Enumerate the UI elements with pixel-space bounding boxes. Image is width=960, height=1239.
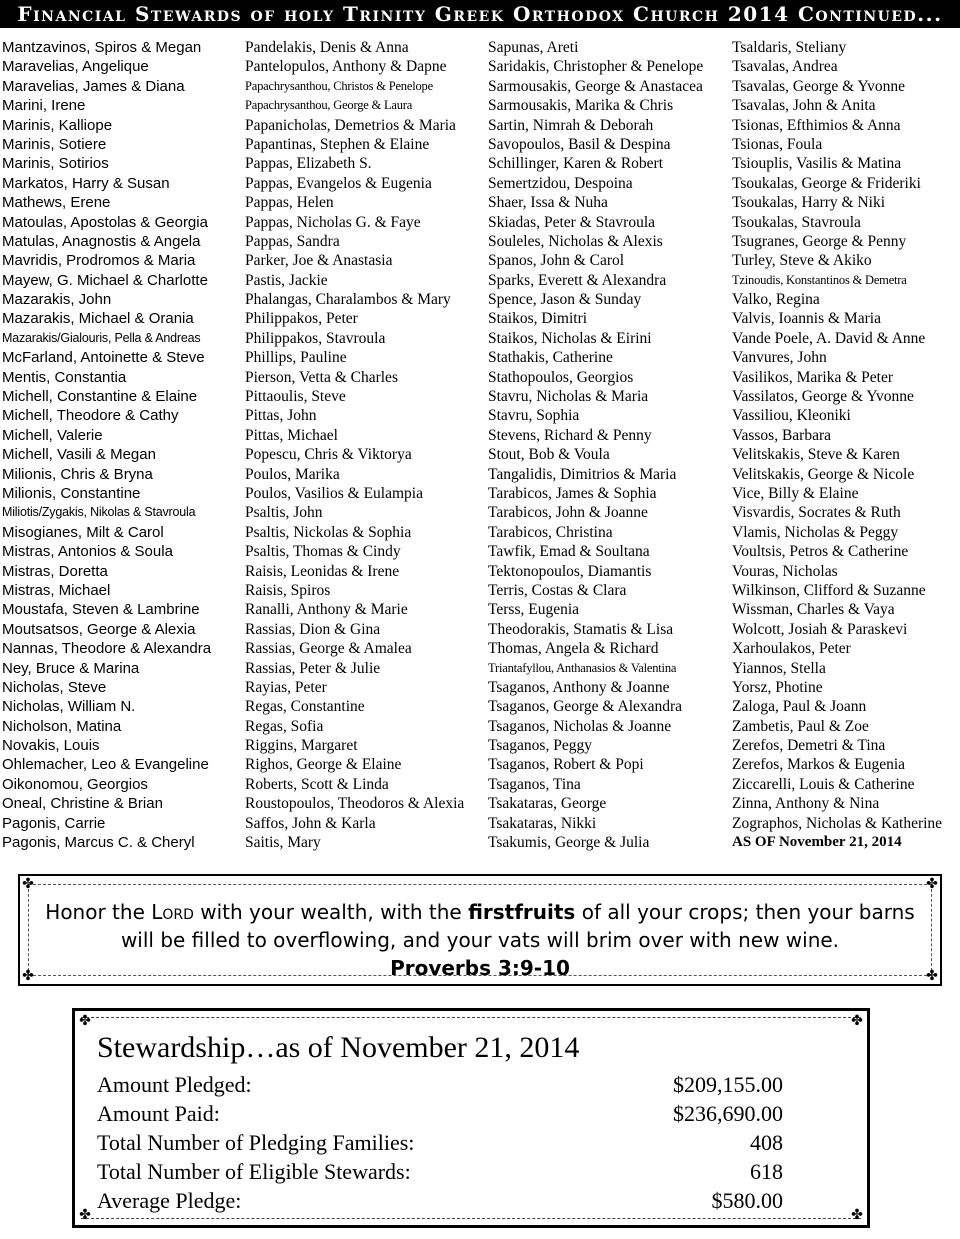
steward-name: Nicholas, William N. <box>2 698 136 716</box>
stewardship-value: 408 <box>750 1130 783 1155</box>
steward-name: Mentis, Constantia <box>2 368 127 386</box>
steward-name: Marinis, Sotiere <box>2 135 107 153</box>
verse-reference: Proverbs 3:9-10 <box>390 956 570 980</box>
stewardship-value: $209,155.00 <box>673 1072 783 1097</box>
steward-name: Philippakos, Peter <box>245 310 358 328</box>
steward-name: Mistras, Antonios & Soula <box>2 543 173 561</box>
steward-name: Pagonis, Carrie <box>2 814 106 832</box>
steward-name: Tsionas, Foula <box>732 135 823 153</box>
stewardship-row <box>97 1129 783 1157</box>
steward-name: Visvardis, Socrates & Ruth <box>732 504 901 522</box>
steward-name: Pandelakis, Denis & Anna <box>245 39 409 56</box>
steward-name: Tsakumis, George & Julia <box>488 834 650 852</box>
steward-name: Terris, Costas & Clara <box>488 581 627 599</box>
stewardship-row <box>97 1100 783 1128</box>
stewardship-value: 618 <box>750 1159 783 1184</box>
steward-name: Triantafyllou, Anthanasios & Valentina <box>488 660 677 675</box>
steward-name: Pittas, Michael <box>245 426 338 444</box>
steward-name: Pierson, Vetta & Charles <box>245 368 398 386</box>
steward-name: Stathakis, Catherine <box>488 349 613 367</box>
scripture-verse-box <box>18 874 942 986</box>
steward-name: Riggins, Margaret <box>245 737 358 755</box>
steward-name: Milionis, Chris & Bryna <box>2 465 153 483</box>
steward-name: Vasilikos, Marika & Peter <box>732 368 894 386</box>
steward-name: Regas, Sofia <box>245 717 324 735</box>
steward-name: Regas, Constantine <box>245 698 365 716</box>
steward-name: Milionis, Constantine <box>2 484 141 502</box>
steward-name: Phillips, Pauline <box>245 349 347 367</box>
steward-name: Vassos, Barbara <box>732 426 832 444</box>
steward-name: Pappas, Sandra <box>245 232 340 250</box>
steward-name: Tzinoudis, Konstantinos & Demetra <box>732 272 907 287</box>
steward-name: Marinis, Sotirios <box>2 155 109 173</box>
steward-name: Tsaganos, Anthony & Joanne <box>488 678 670 696</box>
steward-name: Sarmousakis, Marika & Chris <box>488 97 674 115</box>
steward-name: Pappas, Helen <box>245 194 334 212</box>
steward-name: Papachrysanthou, Christos & Penelope <box>245 78 433 93</box>
page-title: Financial Stewards of holy Trinity Greek Orthodox Church 2014 Continued... <box>0 0 960 28</box>
steward-name: Tsoukalas, George & Frideriki <box>732 174 921 192</box>
steward-name: Tangalidis, Dimitrios & Maria <box>488 465 677 483</box>
steward-name: Roustopoulos, Theodoros & Alexia <box>245 795 465 813</box>
steward-name: Pittaoulis, Steve <box>245 388 346 406</box>
steward-name: Valko, Regina <box>732 291 820 309</box>
steward-name: Vouras, Nicholas <box>732 562 838 580</box>
steward-name: Parker, Joe & Anastasia <box>245 252 393 270</box>
steward-name: Tsaganos, Robert & Popi <box>488 756 644 774</box>
steward-name: Valvis, Ioannis & Maria <box>732 310 881 328</box>
steward-name: Stevens, Richard & Penny <box>488 426 652 444</box>
steward-name: Papachrysanthou, George & Laura <box>245 98 413 113</box>
steward-name: Zinna, Anthony & Nina <box>732 795 880 813</box>
steward-name: Mavridis, Prodromos & Maria <box>2 252 196 270</box>
corner-ornament-icon: ✤ <box>926 876 938 892</box>
steward-name: Moutsatsos, George & Alexia <box>2 620 196 638</box>
steward-name: Ziccarelli, Louis & Catherine <box>732 775 915 793</box>
steward-name: Tawfik, Emad & Soultana <box>488 543 650 561</box>
steward-name: Savopoulos, Basil & Despina <box>488 135 671 153</box>
steward-name: Oikonomou, Georgios <box>2 775 148 793</box>
steward-name: Theodorakis, Stamatis & Lisa <box>488 620 674 638</box>
steward-name: Mathews, Erene <box>2 194 111 212</box>
steward-name: Tsiouplis, Vasilis & Matina <box>732 155 902 173</box>
corner-ornament-icon: ✤ <box>22 968 34 984</box>
steward-name: Tarabicos, Christina <box>488 523 613 541</box>
verse-part: with your wealth, with the <box>193 900 469 924</box>
steward-name: Sparks, Everett & Alexandra <box>488 271 667 289</box>
steward-name: Mazarakis, John <box>2 291 112 309</box>
steward-name: Xarhoulakos, Peter <box>732 640 851 658</box>
steward-name: Pagonis, Marcus C. & Cheryl <box>2 834 195 852</box>
stewardship-label: Amount Paid: <box>97 1101 220 1126</box>
steward-name: Markatos, Harry & Susan <box>2 174 170 192</box>
steward-name: Stavru, Sophia <box>488 407 580 425</box>
steward-name: Michell, Vasili & Megan <box>2 446 156 464</box>
steward-name: Staikos, Dimitri <box>488 310 588 328</box>
steward-name: Phalangas, Charalambos & Mary <box>245 291 451 309</box>
steward-name: Tsionas, Efthimios & Anna <box>732 116 901 134</box>
stewardship-summary-box <box>72 1008 870 1228</box>
steward-name: Tsavalas, Andrea <box>732 58 838 76</box>
verse-firstfruits: firstfruits <box>468 900 576 924</box>
steward-name: Pappas, Elizabeth S. <box>245 155 372 173</box>
steward-name: Tsavalas, John & Anita <box>732 97 876 115</box>
steward-name: Vlamis, Nicholas & Peggy <box>732 523 899 541</box>
steward-name: Marinis, Kalliope <box>2 116 113 134</box>
steward-name: Zographos, Nicholas & Katherine <box>732 814 943 832</box>
verse-part: of all your crops; then your barns will be filled to overflowing, and your vats will brim over with new wine. <box>120 900 915 952</box>
steward-name: Papantinas, Stephen & Elaine <box>245 135 430 153</box>
steward-name: Pastis, Jackie <box>245 271 328 289</box>
steward-name: Wissman, Charles & Vaya <box>732 601 895 619</box>
steward-name: Stout, Bob & Voula <box>488 446 610 464</box>
steward-name: Popescu, Chris & Viktorya <box>245 446 412 464</box>
steward-name: Papanicholas, Demetrios & Maria <box>245 116 456 134</box>
steward-name: Tsaldaris, Steliany <box>732 39 847 56</box>
steward-name: Tarabicos, John & Joanne <box>488 504 648 522</box>
steward-name: Tsaganos, George & Alexandra <box>488 698 683 716</box>
steward-name: Zerefos, Demetri & Tina <box>732 737 886 755</box>
corner-ornament-icon: ✤ <box>22 876 34 892</box>
steward-name: Rassias, Peter & Julie <box>245 659 381 677</box>
steward-name: Velitskakis, George & Nicole <box>732 465 915 483</box>
steward-name: Vassilatos, George & Yvonne <box>732 388 914 406</box>
steward-name: Tsakataras, George <box>488 795 607 813</box>
steward-name: Righos, George & Elaine <box>245 756 402 774</box>
steward-name: Mayew, G. Michael & Charlotte <box>2 271 208 289</box>
steward-name: Raisis, Leonidas & Irene <box>245 562 400 580</box>
steward-name: Sartin, Nimrah & Deborah <box>488 116 654 134</box>
steward-name: Pantelopulos, Anthony & Dapne <box>245 58 447 76</box>
steward-name: Spanos, John & Carol <box>488 252 625 270</box>
corner-ornament-icon: ✤ <box>926 968 938 984</box>
steward-name: Saffos, John & Karla <box>245 814 376 832</box>
steward-name: Yorsz, Photine <box>732 678 823 696</box>
steward-name: Nicholson, Matina <box>2 717 122 735</box>
steward-name: Rassias, George & Amalea <box>245 640 412 658</box>
steward-name: Tarabicos, James & Sophia <box>488 484 657 502</box>
names-column-2 <box>245 38 481 852</box>
corner-ornament-icon: ✤ <box>79 1013 91 1029</box>
corner-ornament-icon: ✤ <box>851 1207 863 1223</box>
verse-lord: Lord <box>151 900 194 924</box>
steward-name: Stavru, Nicholas & Maria <box>488 388 649 406</box>
steward-name: Pappas, Evangelos & Eugenia <box>245 174 432 192</box>
steward-name: Ranalli, Anthony & Marie <box>245 601 408 619</box>
steward-name: Semertzidou, Despoina <box>488 174 633 192</box>
steward-name: Michell, Constantine & Elaine <box>2 388 198 406</box>
steward-name: Mistras, Doretta <box>2 562 108 580</box>
steward-name: Turley, Steve & Akiko <box>732 252 872 270</box>
steward-name: Vassiliou, Kleoniki <box>732 407 851 425</box>
steward-name: Tsaganos, Peggy <box>488 737 592 755</box>
steward-name: Oneal, Christine & Brian <box>2 795 163 813</box>
stewardship-label: Average Pledge: <box>97 1188 242 1213</box>
steward-name: Zambetis, Paul & Zoe <box>732 717 869 735</box>
steward-name: Vande Poele, A. David & Anne <box>732 329 926 347</box>
steward-name: Tsavalas, George & Yvonne <box>732 77 905 95</box>
steward-name: Rassias, Dion & Gina <box>245 620 381 638</box>
steward-name: Schillinger, Karen & Robert <box>488 155 664 173</box>
stewardship-value: $236,690.00 <box>673 1101 783 1126</box>
steward-name: Tektonopoulos, Diamantis <box>488 562 652 580</box>
steward-name: Psaltis, Nickolas & Sophia <box>245 523 412 541</box>
steward-name: Wolcott, Josiah & Paraskevi <box>732 620 908 638</box>
steward-name: Voultsis, Petros & Catherine <box>732 543 909 561</box>
steward-name: Ohlemacher, Leo & Evangeline <box>2 756 209 774</box>
steward-name: Misogianes, Milt & Carol <box>2 523 164 541</box>
steward-name: Mazarakis/Gialouris, Pella & Andreas <box>2 330 201 345</box>
steward-name: Ney, Bruce & Marina <box>2 659 140 677</box>
steward-name: Poulos, Marika <box>245 465 340 483</box>
steward-name: Novakis, Louis <box>2 737 100 755</box>
corner-ornament-icon: ✤ <box>851 1013 863 1029</box>
verse-part: Honor the <box>45 900 152 924</box>
steward-name: Tsaganos, Nicholas & Joanne <box>488 717 672 735</box>
names-column-1 <box>2 38 238 852</box>
steward-name: Wilkinson, Clifford & Suzanne <box>732 581 926 599</box>
steward-name: Spence, Jason & Sunday <box>488 291 642 309</box>
stewardship-row <box>97 1071 783 1099</box>
steward-name: Mantzavinos, Spiros & Megan <box>2 39 202 56</box>
steward-name: Matulas, Anagnostis & Angela <box>2 232 201 250</box>
steward-name: Saitis, Mary <box>245 834 321 852</box>
stewardship-label: Amount Pledged: <box>97 1072 252 1097</box>
steward-name: Shaer, Issa & Nuha <box>488 194 608 212</box>
steward-name: Skiadas, Peter & Stavroula <box>488 213 656 231</box>
steward-name: Nicholas, Steve <box>2 678 107 696</box>
steward-name: Tsoukalas, Stavroula <box>732 213 861 231</box>
steward-name: Maravelias, Angelique <box>2 58 149 76</box>
stewardship-label: Total Number of Eligible Stewards: <box>97 1159 411 1184</box>
steward-name: Michell, Theodore & Cathy <box>2 407 179 425</box>
as-of-date: AS OF November 21, 2014 <box>732 834 902 851</box>
names-column-4 <box>732 38 960 852</box>
steward-name: Roberts, Scott & Linda <box>245 775 389 793</box>
steward-name: Rayias, Peter <box>245 678 327 696</box>
stewardship-label: Total Number of Pledging Families: <box>97 1130 415 1155</box>
steward-name: Saridakis, Christopher & Penelope <box>488 58 704 76</box>
steward-name: Stathopoulos, Georgios <box>488 368 634 386</box>
names-column-3 <box>488 38 724 852</box>
steward-name: Zerefos, Markos & Eugenia <box>732 756 906 774</box>
steward-name: Maravelias, James & Diana <box>2 77 185 95</box>
stewardship-row <box>97 1187 783 1215</box>
steward-name: McFarland, Antoinette & Steve <box>2 349 205 367</box>
steward-name: Souleles, Nicholas & Alexis <box>488 232 663 250</box>
steward-name: Sarmousakis, George & Anastacea <box>488 77 703 95</box>
steward-name: Pittas, John <box>245 407 317 425</box>
steward-name: Tsoukalas, Harry & Niki <box>732 194 886 212</box>
steward-name: Velitskakis, Steve & Karen <box>732 446 900 464</box>
steward-name: Sapunas, Areti <box>488 39 579 56</box>
stewardship-value: $580.00 <box>711 1188 783 1213</box>
steward-name: Moustafa, Steven & Lambrine <box>2 601 200 619</box>
steward-name: Marini, Irene <box>2 97 86 115</box>
stewardship-title: Stewardship…as of November 21, 2014 <box>97 1031 580 1064</box>
steward-name: Tsaganos, Tina <box>488 775 581 793</box>
steward-name: Terss, Eugenia <box>488 601 580 619</box>
steward-name-columns <box>0 38 960 858</box>
steward-name: Poulos, Vasilios & Eulampia <box>245 484 423 502</box>
steward-name: Pappas, Nicholas G. & Faye <box>245 213 421 231</box>
steward-name: Psaltis, John <box>245 504 323 522</box>
steward-name: Tsakataras, Nikki <box>488 814 597 832</box>
steward-name: Thomas, Angela & Richard <box>488 640 659 658</box>
steward-name: Michell, Valerie <box>2 426 103 444</box>
stewardship-row <box>97 1158 783 1186</box>
steward-name: Zaloga, Paul & Joann <box>732 698 867 716</box>
steward-name: Nannas, Theodore & Alexandra <box>2 640 212 658</box>
steward-name: Psaltis, Thomas & Cindy <box>245 543 401 561</box>
steward-name: Vanvures, John <box>732 349 827 367</box>
steward-name: Matoulas, Apostolas & Georgia <box>2 213 208 231</box>
steward-name: Mazarakis, Michael & Orania <box>2 310 194 328</box>
verse-text <box>40 898 920 982</box>
steward-name: Mistras, Michael <box>2 581 111 599</box>
steward-name: Raisis, Spiros <box>245 581 331 599</box>
steward-name: Staikos, Nicholas & Eirini <box>488 329 652 347</box>
steward-name: Vice, Billy & Elaine <box>732 484 859 502</box>
steward-name: Tsugranes, George & Penny <box>732 232 907 250</box>
steward-name: Miliotis/Zygakis, Nikolas & Stavroula <box>2 505 196 520</box>
steward-name: Yiannos, Stella <box>732 659 826 677</box>
steward-name: Philippakos, Stavroula <box>245 329 386 347</box>
corner-ornament-icon: ✤ <box>79 1207 91 1223</box>
